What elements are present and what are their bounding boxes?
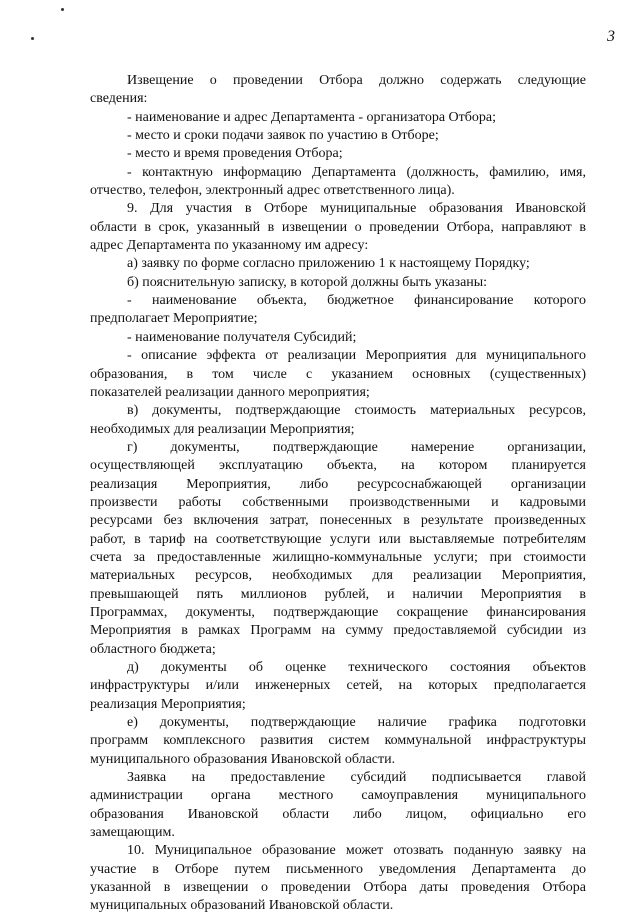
text-line: предполагает Мероприятие; (90, 311, 258, 327)
text-line: реализация Мероприятия; (90, 696, 246, 712)
text-line: г) документы, подтверждающие намерение организации, (127, 439, 586, 455)
text-line: инфраструктуры и/или инженерных сетей, на которых предполагается (90, 678, 586, 694)
text-line: необходимых для реализации Мероприятия; (90, 421, 355, 437)
text-line: 10. Муниципальное образование может отозвать поданную заявку на (127, 843, 586, 859)
text-line: Заявка на предоставление субсидий подписывается главой (127, 770, 586, 786)
scan-speck (31, 37, 34, 40)
text-line: адрес Департамента по указанному им адресу: (90, 238, 369, 254)
text-line: замещающим. (90, 825, 175, 841)
text-line: работ, в тариф на соответствующие услуги или выставляемые потребителям (90, 531, 586, 547)
text-line: материальных ресурсов, необходимых для реализации Мероприятия, (90, 568, 586, 584)
text-line: - контактную информацию Департамента (должность, фамилию, имя, (127, 164, 586, 180)
text-line: д) документы об оценке технического состояния объектов (127, 660, 586, 675)
text-line: сведения: (90, 91, 148, 107)
text-line: отчество, телефон, электронный адрес ответственного лица). (90, 183, 455, 199)
text-line: Мероприятия в рамках Программ на сумму предоставляемой субсидии из (90, 623, 586, 639)
text-line: Извещение о проведении Отбора должно содержать следующие (127, 73, 586, 88)
text-line: а) заявку по форме согласно приложению 1 к настоящему Порядку; (127, 256, 530, 272)
text-line: счета за предоставленные жилищно-коммунальные услуги; при стоимости (90, 549, 586, 565)
text-line: образования Ивановской области либо лицом, официально его (90, 806, 586, 822)
text-line: - наименование получателя Субсидий; (127, 329, 357, 345)
text-line: указанной в извещении о проведении Отбора даты проведения Отбора (90, 880, 586, 896)
page-number: 3 (607, 28, 615, 45)
text-line: - место и время проведения Отбора; (127, 146, 343, 162)
text-line: образования, в том числе с указанием основных (существенных) (90, 366, 586, 382)
text-line: произвести работы собственными производственными и кадровыми (90, 494, 586, 510)
text-line: муниципальных образований Ивановской области. (90, 898, 394, 914)
text-line: программ комплексного развития систем коммунальной инфраструктуры (90, 733, 586, 749)
text-line: администрации органа местного самоуправления муниципального (90, 788, 586, 804)
text-line: е) документы, подтверждающие наличие графика подготовки (127, 715, 586, 731)
text-line: б) пояснительную записку, в которой должны быть указаны: (127, 274, 488, 290)
text-line: в) документы, подтверждающие стоимость материальных ресурсов, (127, 403, 586, 419)
text-line: Программах, документы, подтверждающие сокращение финансирования (90, 604, 586, 620)
text-line: областного бюджета; (90, 641, 216, 657)
text-line: ресурсами без включения затрат, понесенных в результате произведенных (90, 513, 586, 529)
text-line: - наименование и адрес Департамента - организатора Отбора; (127, 109, 496, 125)
text-line: участие в Отборе путем письменного уведомления Департамента до (90, 861, 586, 877)
text-line: превышающей пять миллионов рублей, и наличии Мероприятия в (90, 586, 586, 602)
text-line: реализация Мероприятия, либо ресурсоснабжающей организации (90, 476, 586, 492)
scan-speck (61, 8, 64, 11)
text-line: муниципального образования Ивановской области. (90, 751, 396, 767)
text-line: - наименование объекта, бюджетное финансирование которого (127, 293, 586, 309)
text-line: осуществляющей эксплуатацию объекта, на котором планируется (90, 458, 586, 474)
text-line: - место и сроки подачи заявок по участию в Отборе; (127, 128, 439, 144)
text-line: 9. Для участия в Отборе муниципальные образования Ивановской (127, 201, 586, 217)
text-line: показателей реализации данного мероприятия; (90, 384, 370, 400)
text-line: области в срок, указанный в извещении о проведении Отбора, направляют в (90, 219, 586, 235)
document-body (90, 72, 586, 916)
text-line: - описание эффекта от реализации Мероприятия для муниципального (127, 348, 586, 364)
